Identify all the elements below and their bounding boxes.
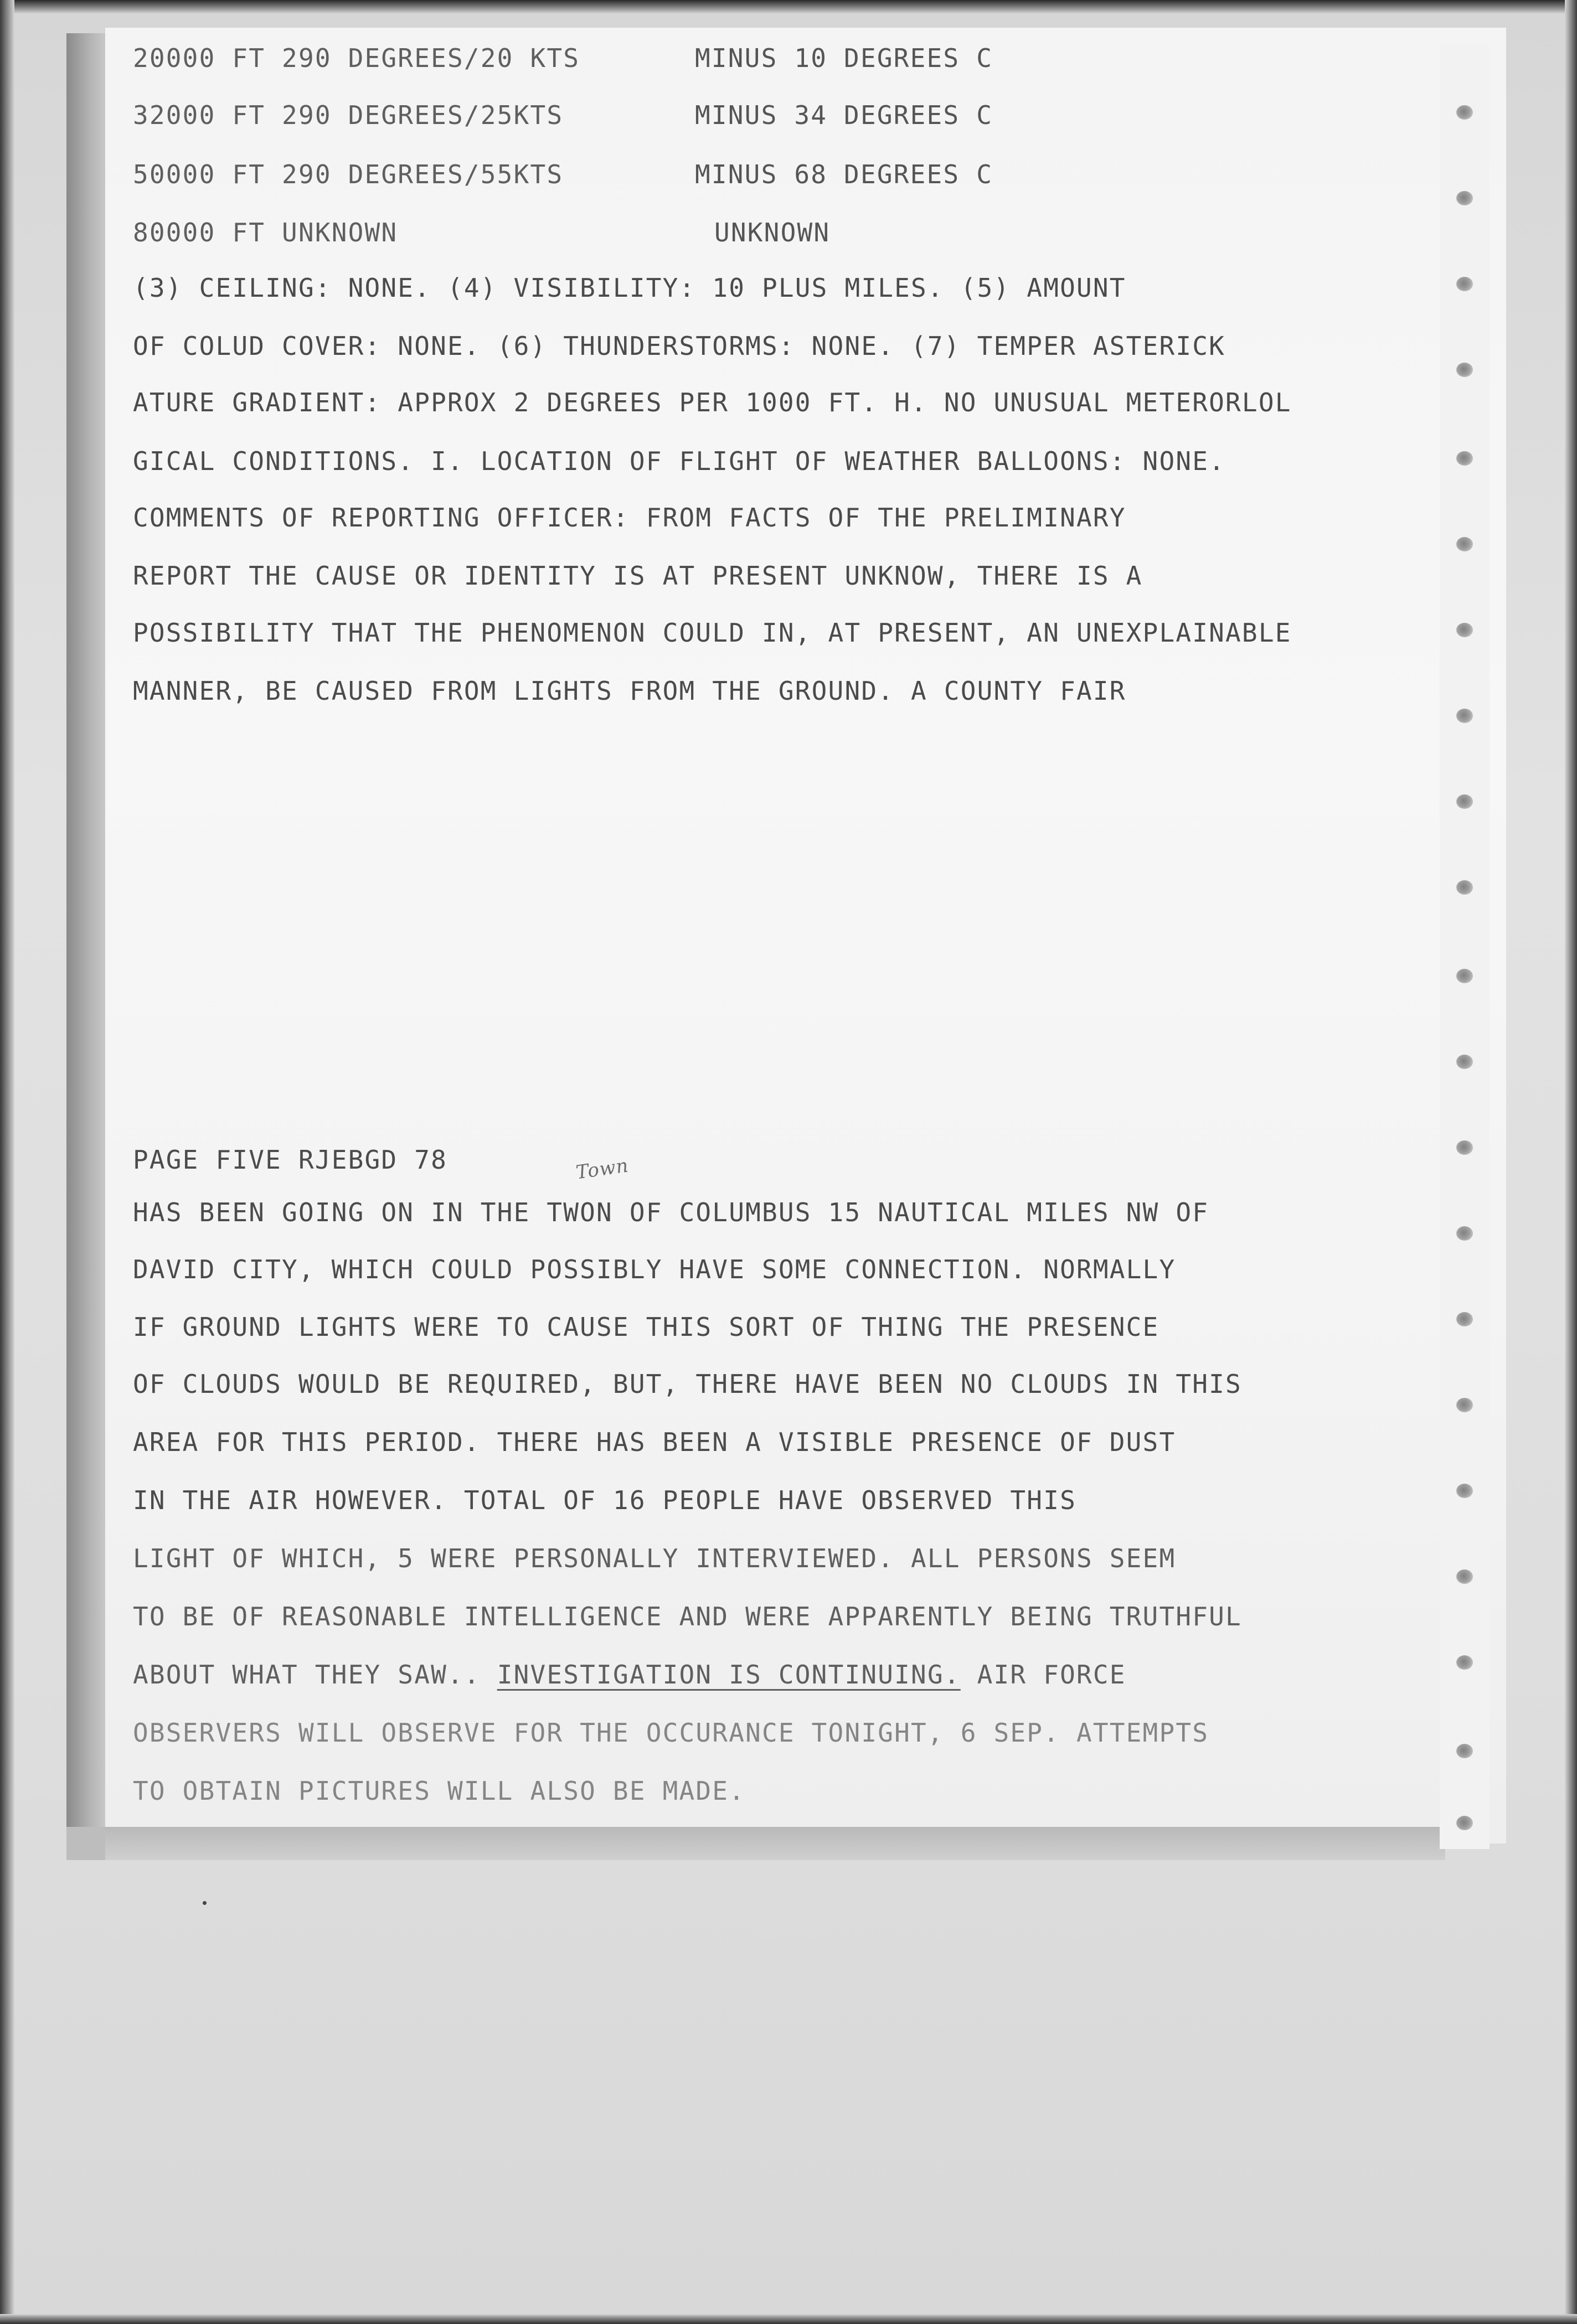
text-line-with-underline [133, 1658, 1126, 1691]
tractor-hole-icon [1456, 1226, 1473, 1241]
scan-right-edge [1565, 0, 1577, 2324]
wind-row-altitude: 20000 FT 290 DEGREES/20 KTS [133, 43, 580, 73]
tractor-hole-icon [1456, 1655, 1473, 1670]
tractor-feed-strip [1440, 44, 1490, 1849]
text-line: OBSERVERS WILL OBSERVE FOR THE OCCURANCE TONIGHT, 6 SEP. ATTEMPTS [133, 1718, 1209, 1748]
paper-left-margin-strip [66, 33, 105, 1827]
wind-row-temperature: MINUS 34 DEGREES C [695, 100, 993, 130]
text-line: OF CLOUDS WOULD BE REQUIRED, BUT, THERE HAVE BEEN NO CLOUDS IN THIS [133, 1369, 1242, 1399]
tractor-hole-icon [1456, 191, 1473, 205]
wind-row-temperature: MINUS 68 DEGREES C [695, 159, 993, 189]
text-line: AREA FOR THIS PERIOD. THERE HAS BEEN A VISIBLE PRESENCE OF DUST [133, 1427, 1176, 1457]
tractor-hole-icon [1456, 1398, 1473, 1412]
scan-left-edge [0, 0, 14, 2324]
paper-bottom-strip [105, 1827, 1445, 1860]
text-line: DAVID CITY, WHICH COULD POSSIBLY HAVE SOME CONNECTION. NORMALLY [133, 1254, 1176, 1284]
text-line: GICAL CONDITIONS. I. LOCATION OF FLIGHT OF WEATHER BALLOONS: NONE. [133, 446, 1226, 476]
tractor-hole-icon [1456, 1816, 1473, 1830]
scan-top-edge [0, 0, 1577, 13]
wind-row-altitude: 80000 FT UNKNOWN [133, 218, 398, 247]
tractor-hole-icon [1456, 1140, 1473, 1155]
scan-speck [203, 1901, 207, 1905]
wind-row-altitude: 32000 FT 290 DEGREES/25KTS [133, 100, 564, 130]
text-line: COMMENTS OF REPORTING OFFICER: FROM FACTS OF THE PRELIMINARY [133, 503, 1126, 533]
handwritten-correction: Town [574, 1154, 630, 1184]
tractor-hole-icon [1456, 794, 1473, 809]
tractor-hole-icon [1456, 1312, 1473, 1326]
text-line: LIGHT OF WHICH, 5 WERE PERSONALLY INTERVIEWED. ALL PERSONS SEEM [133, 1543, 1176, 1573]
tractor-hole-icon [1456, 623, 1473, 637]
tractor-hole-icon [1456, 709, 1473, 723]
text-line: HAS BEEN GOING ON IN THE TWON OF COLUMBUS 15 NAUTICAL MILES NW OF [133, 1197, 1209, 1227]
tractor-hole-icon [1456, 537, 1473, 551]
wind-row-temperature: MINUS 10 DEGREES C [695, 43, 993, 73]
text-line: (3) CEILING: NONE. (4) VISIBILITY: 10 PLUS MILES. (5) AMOUNT [133, 273, 1126, 303]
tractor-hole-icon [1456, 1055, 1473, 1069]
page-header: PAGE FIVE RJEBGD 78 [133, 1145, 447, 1175]
text-line: MANNER, BE CAUSED FROM LIGHTS FROM THE GROUND. A COUNTY FAIR [133, 676, 1126, 706]
text-line: IN THE AIR HOWEVER. TOTAL OF 16 PEOPLE HAVE OBSERVED THIS [133, 1485, 1076, 1515]
tractor-hole-icon [1456, 969, 1473, 983]
text-line: ATURE GRADIENT: APPROX 2 DEGREES PER 1000 FT. H. NO UNUSUAL METERORLOL [133, 388, 1292, 417]
tractor-hole-icon [1456, 105, 1473, 120]
wind-row-temperature: UNKNOWN [714, 218, 831, 247]
tractor-hole-icon [1456, 451, 1473, 466]
text-line: POSSIBILITY THAT THE PHENOMENON COULD IN, AT PRESENT, AN UNEXPLAINABLE [133, 618, 1292, 648]
text-line-prefix: ABOUT WHAT THEY SAW.. [133, 1660, 497, 1690]
tractor-hole-icon [1456, 880, 1473, 895]
tractor-hole-icon [1456, 1744, 1473, 1758]
underlined-investigation-note: INVESTIGATION IS CONTINUING. [497, 1660, 961, 1690]
text-line: REPORT THE CAUSE OR IDENTITY IS AT PRESENT UNKNOW, THERE IS A [133, 561, 1143, 591]
tractor-hole-icon [1456, 1569, 1473, 1584]
text-line: TO OBTAIN PICTURES WILL ALSO BE MADE. [133, 1776, 746, 1806]
text-line: OF COLUD COVER: NONE. (6) THUNDERSTORMS: NONE. (7) TEMPER ASTERICK [133, 331, 1226, 361]
text-line: IF GROUND LIGHTS WERE TO CAUSE THIS SORT OF THING THE PRESENCE [133, 1312, 1159, 1342]
tractor-hole-icon [1456, 363, 1473, 377]
wind-row-altitude: 50000 FT 290 DEGREES/55KTS [133, 159, 564, 189]
scan-bottom-edge [0, 2314, 1577, 2324]
tractor-hole-icon [1456, 1484, 1473, 1498]
text-line: TO BE OF REASONABLE INTELLIGENCE AND WERE APPARENTLY BEING TRUTHFUL [133, 1602, 1242, 1631]
text-line-suffix: AIR FORCE [960, 1660, 1126, 1690]
tractor-hole-icon [1456, 277, 1473, 291]
